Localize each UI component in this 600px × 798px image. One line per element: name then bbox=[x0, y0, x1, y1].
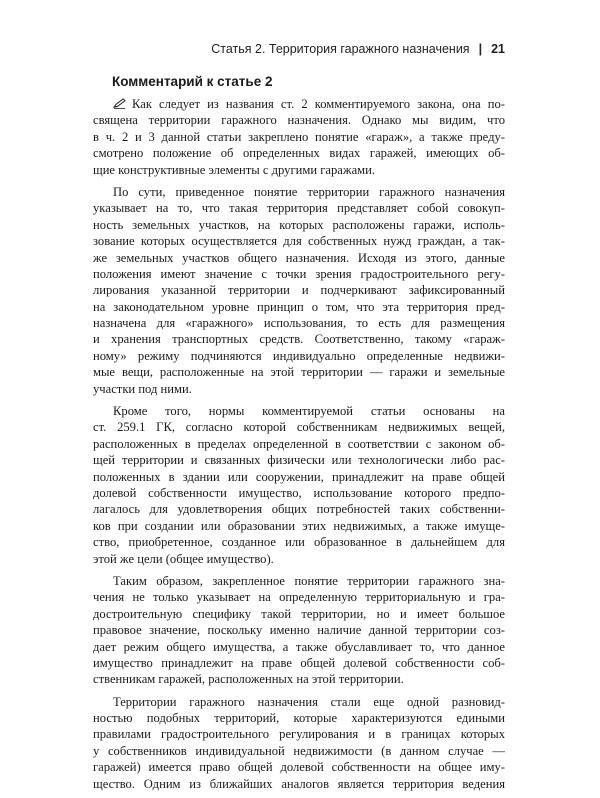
text-line-content: ность земельных участков, на которых расположены гаражи, исполь- bbox=[93, 217, 505, 232]
page-number: 21 bbox=[491, 42, 505, 56]
text-line bbox=[93, 129, 505, 145]
section-heading: Комментарий к статье 2 bbox=[112, 74, 273, 89]
text-line-content: участки под ними. bbox=[93, 381, 192, 396]
text-line-content: правовое значение, поскольку именно наличие данной территории соз- bbox=[93, 623, 505, 638]
paragraph bbox=[93, 96, 505, 178]
text-line bbox=[93, 759, 505, 775]
paragraph bbox=[93, 184, 505, 397]
running-head-title: Статья 2. Территория гаражного назначения bbox=[211, 42, 470, 56]
text-line bbox=[93, 381, 505, 397]
text-line-content: По сути, приведенное понятие территории гаражного назначения bbox=[113, 184, 505, 199]
text-line bbox=[93, 266, 505, 282]
text-line bbox=[93, 606, 505, 622]
text-line bbox=[93, 112, 505, 128]
text-line-content: имущество принадлежит на праве общей долевой собственности соб- bbox=[93, 655, 505, 670]
running-head bbox=[110, 42, 505, 56]
text-line-content: Как следует из названия ст. 2 комментируемого закона, она по- bbox=[132, 97, 505, 111]
text-line bbox=[93, 710, 505, 726]
text-line-content: и хранения транспортных средств. Соответственно, такому «гараж- bbox=[93, 332, 505, 347]
text-line bbox=[93, 518, 505, 534]
text-line-content: дает режим общего имущества, а также обуславливает то, что данное bbox=[93, 639, 505, 654]
text-line bbox=[93, 331, 505, 347]
text-line-content: щие конструктивные элементы с другими гаражами. bbox=[93, 162, 376, 177]
text-line-content: ному» режиму подчиняются индивидуально определенные недвижи- bbox=[93, 348, 505, 363]
text-line-content: Кроме того, нормы комментируемой статьи основаны на bbox=[113, 404, 505, 419]
text-line-content: правилами градостроительного регулирования и в границах которых bbox=[93, 727, 505, 742]
text-line bbox=[93, 485, 505, 501]
text-line-content: назначена для «гаражного» использования, то есть для размещения bbox=[93, 316, 505, 331]
text-line bbox=[93, 436, 505, 452]
text-line bbox=[93, 200, 505, 216]
text-line bbox=[93, 233, 505, 249]
text-line-content: расположенных в пределах определенной в соответствии с законом об- bbox=[93, 436, 505, 451]
text-line bbox=[93, 501, 505, 517]
text-line-content: положенных в здании или сооружении, принадлежит на праве общей bbox=[93, 469, 505, 484]
text-line bbox=[93, 622, 505, 638]
paragraphs bbox=[93, 96, 505, 792]
text-line bbox=[93, 145, 505, 161]
text-line-content: ственникам гаражей, расположенных на этой территории. bbox=[93, 672, 404, 687]
text-line bbox=[93, 250, 505, 266]
page-content bbox=[93, 74, 505, 798]
paragraph bbox=[93, 403, 505, 567]
text-line bbox=[93, 726, 505, 742]
text-line bbox=[93, 217, 505, 233]
paragraph bbox=[93, 573, 505, 688]
text-line bbox=[93, 403, 505, 419]
text-line-content: этой же цели (общее имущество). bbox=[93, 551, 274, 566]
text-line bbox=[93, 534, 505, 550]
text-line bbox=[93, 469, 505, 485]
text-line bbox=[93, 776, 505, 792]
text-line bbox=[93, 184, 505, 200]
text-line-content: священа территории гаражного назначения. Однако мы видим, что bbox=[93, 113, 505, 128]
text-line-content: ство, приобретенное, созданное или образованное в дальнейшем для bbox=[93, 535, 505, 550]
text-line bbox=[93, 639, 505, 655]
text-line bbox=[93, 694, 505, 710]
text-line-content: лагалось для удовлетворения общих потребностей таких собственни- bbox=[93, 502, 505, 517]
text-line-content: положения имеют значение с точки зрения градостроительного регу- bbox=[93, 266, 505, 281]
text-line-content: указывает на то, что такая территория представляет собой совокуп- bbox=[93, 201, 505, 216]
text-line bbox=[93, 315, 505, 331]
text-line-content: чения не только указывает на определенную территориальную и гра- bbox=[93, 590, 505, 605]
text-line bbox=[93, 299, 505, 315]
paragraph bbox=[93, 694, 505, 792]
text-line-content: у собственников индивидуальной недвижимости (в данном случае — bbox=[93, 743, 505, 758]
text-line bbox=[93, 96, 505, 112]
text-line-content: ков при создании или образовании этих недвижимых, а также имуще- bbox=[93, 518, 505, 533]
text-line bbox=[93, 551, 505, 567]
text-line-content: Территории гаражного назначения стали еще одной разновид- bbox=[113, 694, 505, 709]
running-head-separator: | bbox=[478, 42, 483, 56]
text-line-content: зование которых осуществляется для собственных нужд граждан, а так- bbox=[93, 234, 505, 249]
text-line bbox=[93, 364, 505, 380]
text-line bbox=[93, 743, 505, 759]
text-line bbox=[93, 419, 505, 435]
pencil-icon bbox=[113, 98, 126, 109]
text-line-content: Таким образом, закрепленное понятие территории гаражного зна- bbox=[113, 573, 505, 588]
text-line bbox=[93, 671, 505, 687]
text-line bbox=[93, 162, 505, 178]
text-line-content: на законодательном уровне принцип о том, что эта территория пред- bbox=[93, 299, 505, 314]
text-line bbox=[93, 589, 505, 605]
text-line-content: долевой собственности имущество, использование которого предпо- bbox=[93, 485, 505, 500]
text-line-content: ст. 259.1 ГК, согласно которой собственникам недвижимых вещей, bbox=[93, 420, 505, 435]
text-line-content: гаражей) имеется право общей долевой собственности на общее иму- bbox=[93, 760, 505, 775]
text-line-content: ностью подобных территорий, которые характеризуются едиными bbox=[93, 711, 505, 726]
text-line bbox=[93, 655, 505, 671]
text-line-content: же земельных участков общего назначения. Исходя из этого, данные bbox=[93, 250, 505, 265]
text-line bbox=[93, 573, 505, 589]
text-line-content: в ч. 2 и 3 данной статьи закреплено понятие «гараж», а также преду- bbox=[93, 129, 505, 144]
text-line-content: смотрено положение об определенных видах гаражей, имеющих об- bbox=[93, 146, 505, 161]
text-line-content: достроительную специфику такой территории, но и имеет большое bbox=[93, 606, 505, 621]
text-line-content: лирования указанной территории и подчеркивают зафиксированный bbox=[93, 283, 505, 298]
text-line bbox=[93, 348, 505, 364]
text-line bbox=[93, 282, 505, 298]
text-line-content: щество. Одним из ближайших аналогов является территория ведения bbox=[93, 776, 505, 791]
text-line-content: мые вещи, расположенные на этой территории — гаражи и земельные bbox=[93, 365, 505, 380]
text-line-content: щей территории и связанных физически или технологически либо рас- bbox=[93, 453, 505, 468]
text-line bbox=[93, 452, 505, 468]
